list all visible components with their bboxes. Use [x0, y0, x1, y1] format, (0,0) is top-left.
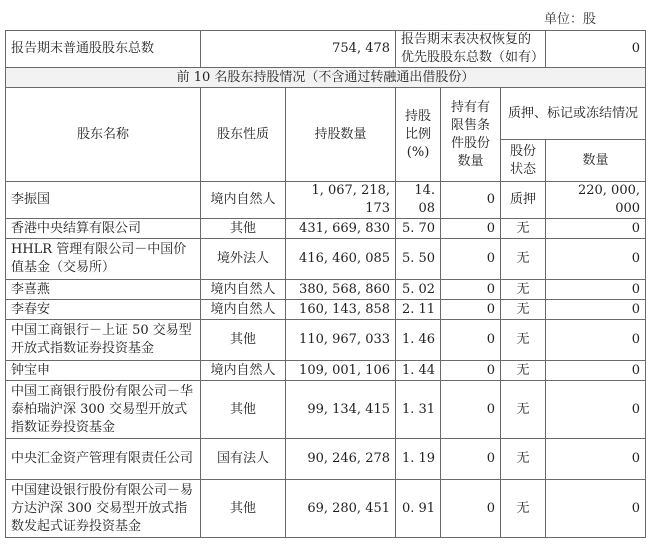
header-pledge-qty: 数量: [546, 140, 646, 182]
restricted-shares: 0: [441, 219, 501, 239]
pledge-quantity: 0: [546, 280, 646, 300]
pledge-status: 无: [501, 361, 546, 381]
shareholder-name: 香港中央结算有限公司: [6, 219, 201, 239]
holding-ratio: 5. 02: [396, 280, 441, 300]
unit-label: 单位：股: [543, 12, 596, 27]
shareholder-nature: 其他: [201, 219, 286, 239]
shareholder-name: HHLR 管理有限公司－中国价值基金（交易所）: [6, 239, 201, 280]
shares-held: 110, 967, 033: [286, 320, 396, 361]
shareholder-name: 中央汇金资产管理有限责任公司: [6, 439, 201, 480]
table-row: [6, 219, 646, 239]
restricted-shares: 0: [441, 182, 501, 219]
restricted-shares: 0: [441, 300, 501, 320]
section-title-row: [6, 68, 646, 88]
pledge-status: 无: [501, 280, 546, 300]
holding-ratio: 1. 44: [396, 361, 441, 381]
table-row: [6, 361, 646, 381]
header-restricted: 持有有限售条件股份数量: [441, 88, 501, 182]
pledge-status: 无: [501, 439, 546, 480]
holding-ratio: 5. 70: [396, 219, 441, 239]
restricted-shares: 0: [441, 320, 501, 361]
shareholder-nature: 其他: [201, 480, 286, 538]
holding-ratio: 1. 46: [396, 320, 441, 361]
table-row: [6, 239, 646, 280]
header-pledge: 质押、标记或冻结情况: [501, 88, 646, 140]
table-row: [6, 381, 646, 439]
header-row-1: [6, 88, 646, 140]
shares-held: 109, 001, 106: [286, 361, 396, 381]
shareholder-name: 李振国: [6, 182, 201, 219]
pledge-quantity: 0: [546, 439, 646, 480]
shares-held: 1, 067, 218, 173: [286, 182, 396, 219]
shares-held: 69, 280, 451: [286, 480, 396, 538]
pledge-status: 无: [501, 300, 546, 320]
shareholder-nature: 境内自然人: [201, 300, 286, 320]
common-holders-value: 754, 478: [201, 31, 396, 68]
shareholder-name: 钟宝申: [6, 361, 201, 381]
restricted-shares: 0: [441, 381, 501, 439]
header-ratio: 持股比例(%): [396, 88, 441, 182]
shares-held: 416, 460, 085: [286, 239, 396, 280]
table-row: [6, 480, 646, 538]
restricted-shares: 0: [441, 480, 501, 538]
pledge-quantity: 0: [546, 480, 646, 538]
shareholder-nature: 境内自然人: [201, 280, 286, 300]
shareholder-table: [5, 30, 646, 538]
shares-held: 99, 134, 415: [286, 381, 396, 439]
pledge-status: 无: [501, 219, 546, 239]
table-row: [6, 182, 646, 219]
pledge-status: 无: [501, 239, 546, 280]
pledge-quantity: 0: [546, 300, 646, 320]
shareholder-name: 李喜燕: [6, 280, 201, 300]
shareholder-nature: 境内自然人: [201, 361, 286, 381]
header-shares: 持股数量: [286, 88, 396, 182]
shares-held: 90, 246, 278: [286, 439, 396, 480]
pledge-quantity: 220, 000, 000: [546, 182, 646, 219]
holding-ratio: 1. 19: [396, 439, 441, 480]
restricted-shares: 0: [441, 361, 501, 381]
pledge-status: 无: [501, 320, 546, 361]
header-name: 股东名称: [6, 88, 201, 182]
summary-row: [6, 31, 646, 68]
common-holders-label: 报告期末普通股股东总数: [6, 31, 201, 68]
holding-ratio: 14. 08: [396, 182, 441, 219]
pledge-quantity: 0: [546, 239, 646, 280]
restricted-shares: 0: [441, 439, 501, 480]
shares-held: 160, 143, 858: [286, 300, 396, 320]
pledge-quantity: 0: [546, 219, 646, 239]
preferred-holders-value: 0: [546, 31, 646, 68]
holding-ratio: 5. 50: [396, 239, 441, 280]
header-nature: 股东性质: [201, 88, 286, 182]
restricted-shares: 0: [441, 239, 501, 280]
restricted-shares: 0: [441, 280, 501, 300]
table-row: [6, 439, 646, 480]
pledge-status: 质押: [501, 182, 546, 219]
table-row: [6, 280, 646, 300]
header-pledge-status: 股份状态: [501, 140, 546, 182]
pledge-status: 无: [501, 381, 546, 439]
preferred-holders-label: 报告期末表决权恢复的优先股股东总数（如有）: [396, 31, 546, 68]
shares-held: 431, 669, 830: [286, 219, 396, 239]
shareholder-name: 中国工商银行－上证 50 交易型开放式指数证券投资基金: [6, 320, 201, 361]
holding-ratio: 1. 31: [396, 381, 441, 439]
holding-ratio: 0. 91: [396, 480, 441, 538]
shareholder-nature: 其他: [201, 381, 286, 439]
shares-held: 380, 568, 860: [286, 280, 396, 300]
shareholder-nature: 境内自然人: [201, 182, 286, 219]
shareholder-name: 李春安: [6, 300, 201, 320]
shareholder-nature: 境外法人: [201, 239, 286, 280]
pledge-status: 无: [501, 480, 546, 538]
pledge-quantity: 0: [546, 381, 646, 439]
pledge-quantity: 0: [546, 320, 646, 361]
shareholder-nature: 国有法人: [201, 439, 286, 480]
table-row: [6, 320, 646, 361]
table-row: [6, 300, 646, 320]
shareholder-nature: 其他: [201, 320, 286, 361]
shareholder-name: 中国工商银行股份有限公司－华泰柏瑞沪深 300 交易型开放式指数证券投资基金: [6, 381, 201, 439]
shareholder-name: 中国建设银行股份有限公司－易方达沪深 300 交易型开放式指数发起式证券投资基金: [6, 480, 201, 538]
section-title: 前 10 名股东持股情况（不含通过转融通出借股份）: [6, 68, 646, 88]
pledge-quantity: 0: [546, 361, 646, 381]
holding-ratio: 2. 11: [396, 300, 441, 320]
